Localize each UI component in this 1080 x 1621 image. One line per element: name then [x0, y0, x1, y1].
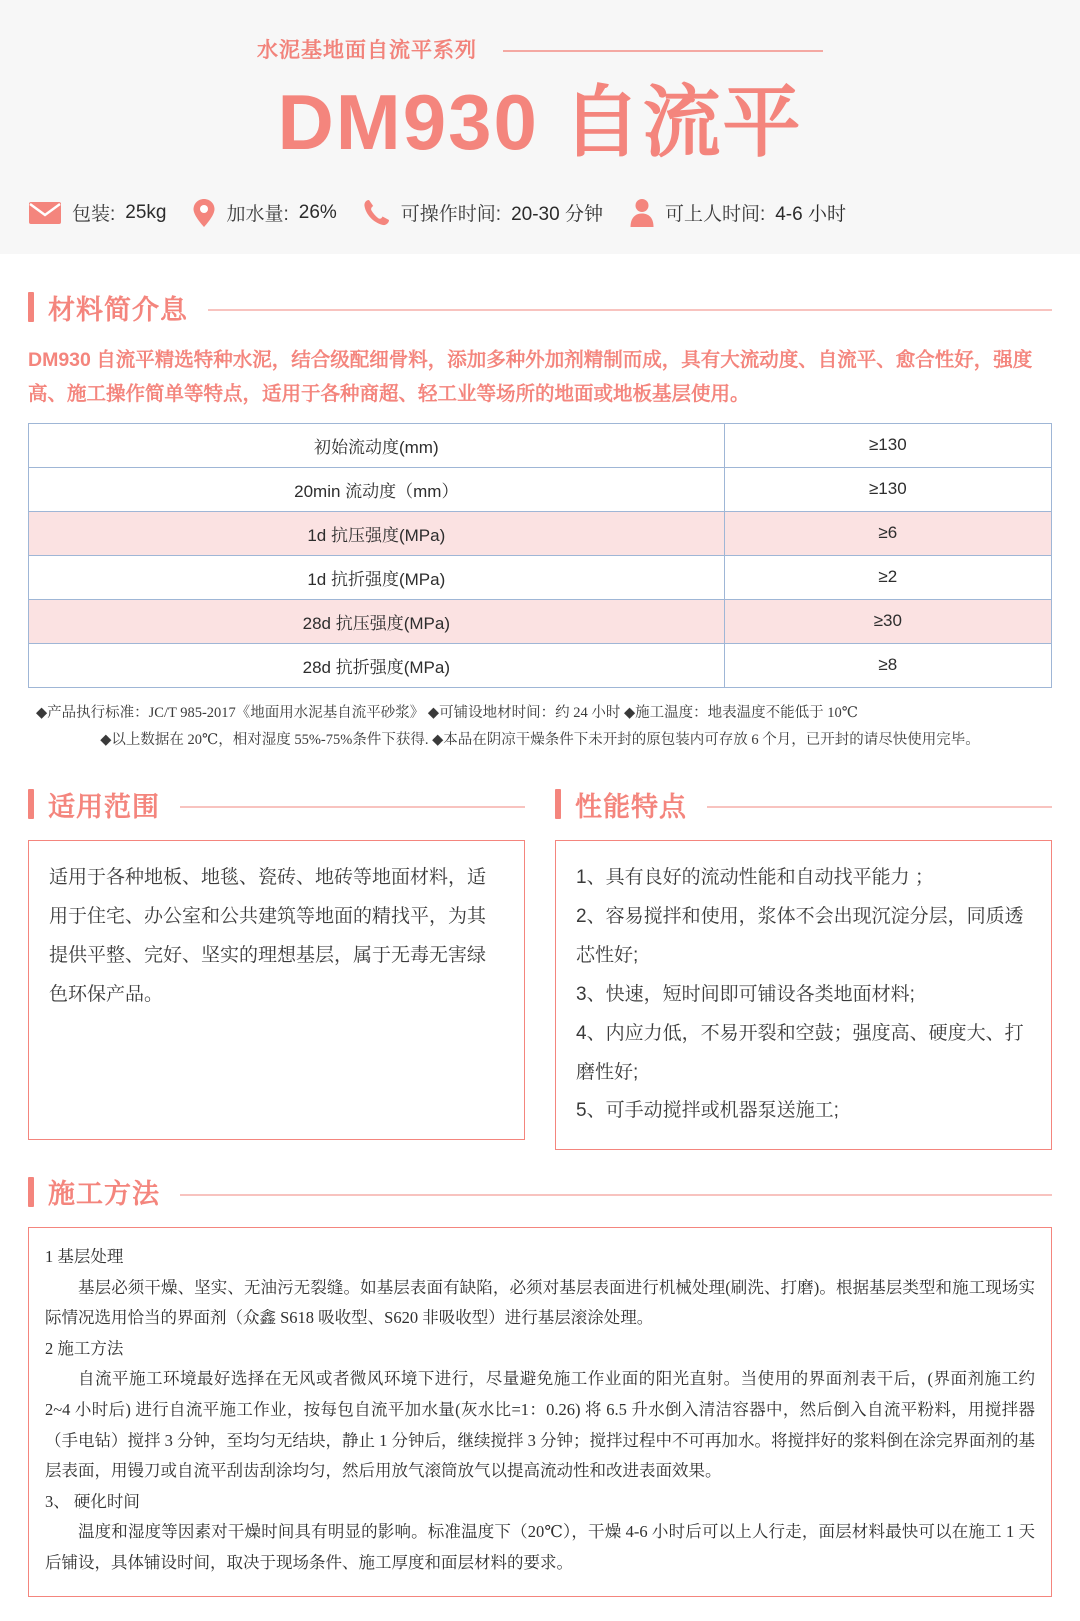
person-icon: [629, 198, 655, 228]
features-column: [555, 785, 1052, 1151]
construction-panel: [28, 1227, 1052, 1597]
heading-rule: [707, 806, 1052, 808]
list-item: 2、容易搅拌和使用，浆体不会出现沉淀分层，同质透芯性好;: [576, 905, 1024, 966]
spec-value: 20-30 分钟: [511, 204, 603, 225]
section-heading-features: [555, 785, 1052, 824]
construction-paragraph: 基层必须干燥、坚实、无油污无裂缝。如基层表面有缺陷，必须对基层表面进行机械处理(刷洗、打磨)。根据基层类型和施工现场实际情况选用恰当的界面剂（众鑫 S618 吸收型、S620 非吸收型）进行基层滚涂处理。: [45, 1277, 1035, 1328]
spec-name: 20min 流动度（mm）: [29, 467, 725, 511]
heading-accent-bar: [28, 1177, 34, 1207]
envelope-icon: [28, 200, 62, 226]
spec-value: ≥6: [724, 511, 1051, 555]
section-heading-material: [28, 288, 1052, 327]
spec-item-worktime: [363, 198, 603, 227]
section-heading-construction: [28, 1172, 1052, 1211]
material-notes: [28, 700, 1052, 755]
construction-subheading: 3、 硬化时间: [45, 1491, 140, 1511]
page-title: DM930 自流平: [277, 78, 803, 166]
scope-panel: [28, 840, 525, 1140]
heading-accent-bar: [28, 292, 34, 322]
features-panel: [555, 840, 1052, 1151]
hero-kicker-row: [0, 34, 1080, 64]
spec-value: 26%: [298, 201, 337, 223]
table-row: [29, 599, 1052, 643]
spec-value: 25kg: [125, 201, 167, 223]
table-row: [29, 511, 1052, 555]
spec-item-walktime: [629, 198, 846, 228]
kicker-divider: [503, 50, 823, 52]
spec-value: ≥130: [724, 467, 1051, 511]
construction-paragraph: 自流平施工环境最好选择在无风或者微风环境下进行，尽量避免施工作业面的阳光直射。当使用的界面剂表干后，(界面剂施工约 2~4 小时后) 进行自流平施工作业，按每包自流平加水量(灰水比=1：0.26) 将 6.5 升水倒入清洁容器中，然后倒入自流平粉料，用搅拌器（手电钻）搅拌 3 分钟，至均匀无结块，静止 1 分钟后，继续搅拌 3 分钟；搅拌过程中不可再加水。将搅拌好的浆料倒在涂完界面剂的基层表面，用镘刀或自流平刮齿刮涂均匀，然后用放气滚筒放气以提高流动性和改进表面效果。: [45, 1369, 1035, 1481]
heading-accent-bar: [28, 789, 34, 819]
section-title: 材料简介息: [48, 294, 188, 325]
hero-kicker: 水泥基地面自流平系列: [257, 39, 477, 62]
section-title: 性能特点: [575, 791, 687, 822]
scope-and-features: [0, 755, 1080, 1151]
construction-subheading: 1 基层处理: [45, 1247, 124, 1267]
spec-value: 4-6 小时: [775, 204, 846, 225]
location-pin-icon: [192, 198, 216, 228]
construction-subheading: 2 施工方法: [45, 1338, 124, 1358]
spec-value: ≥130: [724, 423, 1051, 467]
material-intro-section: [0, 254, 1080, 755]
heading-rule: [180, 806, 525, 808]
table-row: [29, 555, 1052, 599]
spec-name: 28d 抗折强度(MPa): [29, 643, 725, 687]
spec-name: 1d 抗折强度(MPa): [29, 555, 725, 599]
spec-item-water: [192, 198, 336, 228]
table-row: [29, 643, 1052, 687]
table-row: [29, 467, 1052, 511]
list-item: 5、可手动搅拌或机器泵送施工;: [576, 1100, 839, 1122]
note-line: ◆以上数据在 20℃，相对湿度 55%-75%条件下获得. ◆本品在阴凉干燥条件下未开封的原包装内可存放 6 个月，已开封的请尽快使用完毕。: [100, 732, 980, 749]
material-intro-text: DM930 自流平精选特种水泥，结合级配细骨料，添加多种外加剂精制而成，具有大流动度、自流平、愈合性好，强度高、施工操作简单等特点，适用于各种商超、轻工业等场所的地面或地板基层使用。: [28, 348, 1033, 405]
table-row: [29, 423, 1052, 467]
spec-name: 28d 抗压强度(MPa): [29, 599, 725, 643]
spec-label: 可操作时间:: [400, 204, 502, 225]
construction-section: [0, 1150, 1080, 1621]
list-item: 4、内应力低，不易开裂和空鼓；强度高、硬度大、打磨性好;: [576, 1022, 1024, 1083]
scope-text: 适用于各种地板、地毯、瓷砖、地砖等地面材料，适用于住宅、办公室和公共建筑等地面的精找平，为其提供平整、完好、坚实的理想基层，属于无毒无害绿色环保产品。: [49, 866, 487, 1005]
spec-item-packaging: [28, 199, 166, 226]
spec-value: ≥30: [724, 599, 1051, 643]
list-item: 3、快速，短时间即可铺设各类地面材料;: [576, 983, 915, 1005]
section-title: 适用范围: [48, 791, 160, 822]
spec-summary-row: [0, 198, 1080, 228]
section-heading-scope: [28, 785, 525, 824]
heading-rule: [180, 1194, 1052, 1196]
spec-label: 加水量:: [226, 204, 289, 225]
spec-label: 可上人时间:: [664, 204, 766, 225]
hero-banner: [0, 0, 1080, 254]
spec-label: 包装:: [72, 204, 116, 225]
list-item: 1、具有良好的流动性能和自动找平能力 ；: [576, 866, 934, 888]
heading-rule: [208, 309, 1052, 311]
section-title: 施工方法: [48, 1179, 160, 1210]
spec-name: 初始流动度(mm): [29, 423, 725, 467]
heading-accent-bar: [555, 789, 561, 819]
construction-paragraph: 温度和湿度等因素对干燥时间具有明显的影响。标准温度下（20℃），干燥 4-6 小时后可以上人行走，面层材料最快可以在施工 1 天后铺设，具体铺设时间，取决于现场条件、施工厚度和面层材料的要求。: [45, 1522, 1035, 1572]
note-line: ◆产品执行标准：JC/T 985-2017《地面用水泥基自流平砂浆》 ◆可铺设地材时间：约 24 小时 ◆施工温度：地表温度不能低于 10℃: [36, 704, 858, 721]
spec-value: ≥2: [724, 555, 1051, 599]
spec-table: [28, 423, 1052, 688]
phone-icon: [363, 198, 391, 227]
spec-name: 1d 抗压强度(MPa): [29, 511, 725, 555]
scope-column: [28, 785, 525, 1151]
spec-value: ≥8: [724, 643, 1051, 687]
